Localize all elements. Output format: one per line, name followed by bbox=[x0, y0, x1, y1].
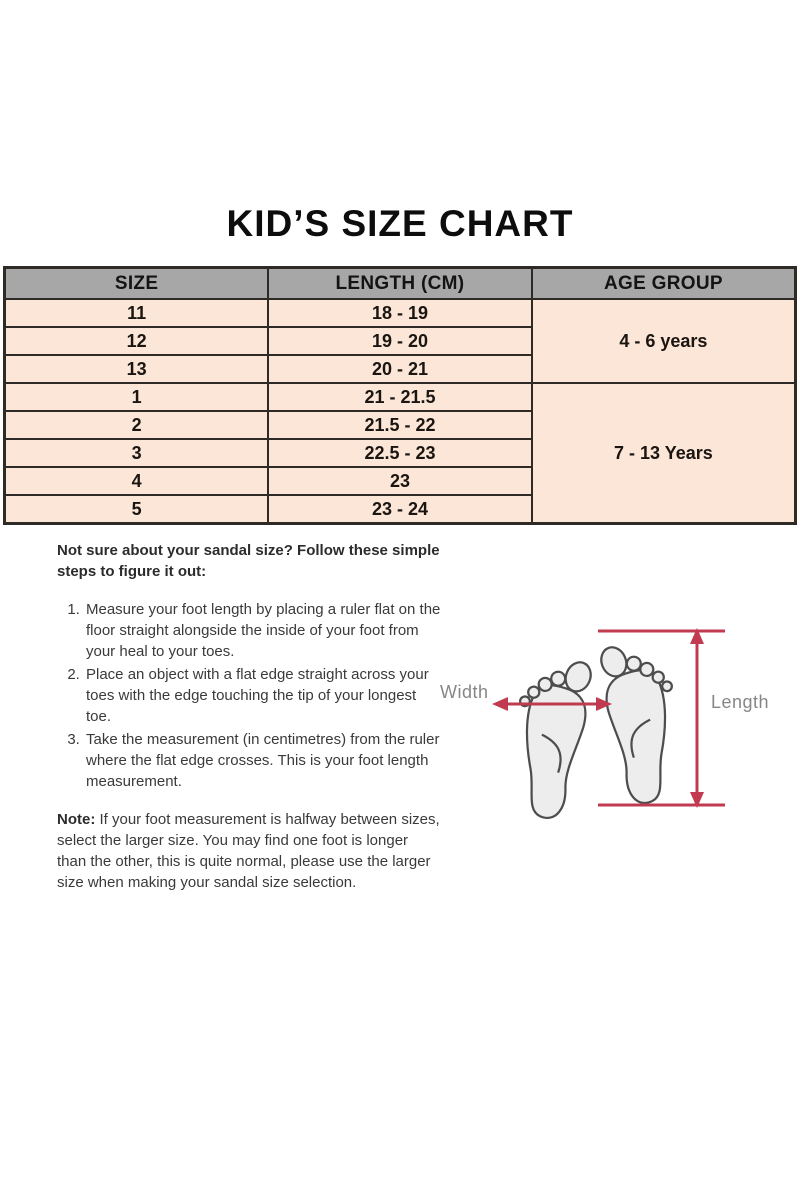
length-cell: 23 bbox=[268, 467, 532, 495]
size-cell: 13 bbox=[5, 355, 269, 383]
note-paragraph bbox=[57, 809, 441, 893]
table-row bbox=[5, 383, 796, 411]
length-cell: 23 - 24 bbox=[268, 495, 532, 524]
step-item: 2. Place an object with a flat edge straight across your toes with the edge touching the tip of your longest toe. bbox=[84, 664, 441, 727]
instructions-section bbox=[57, 540, 441, 893]
age-group-cell: 7 - 13 Years bbox=[532, 383, 796, 524]
size-table-head-row bbox=[5, 268, 796, 300]
length-cell: 22.5 - 23 bbox=[268, 439, 532, 467]
steps-list bbox=[57, 599, 441, 792]
size-cell: 3 bbox=[5, 439, 269, 467]
feet-illustration bbox=[430, 588, 800, 853]
page-title: KID’S SIZE CHART bbox=[226, 203, 574, 244]
size-cell: 12 bbox=[5, 327, 269, 355]
column-header-length-cm: LENGTH (CM) bbox=[268, 268, 532, 300]
column-header-age-group: AGE GROUP bbox=[532, 268, 796, 300]
size-cell: 5 bbox=[5, 495, 269, 524]
size-cell: 1 bbox=[5, 383, 269, 411]
foot-measurement-diagram bbox=[430, 588, 800, 853]
size-cell: 11 bbox=[5, 299, 269, 327]
size-cell: 2 bbox=[5, 411, 269, 439]
length-cell: 21 - 21.5 bbox=[268, 383, 532, 411]
note-label: Note: bbox=[57, 811, 96, 828]
length-cell: 21.5 - 22 bbox=[268, 411, 532, 439]
age-group-cell: 4 - 6 years bbox=[532, 299, 796, 383]
length-cell: 20 - 21 bbox=[268, 355, 532, 383]
size-cell: 4 bbox=[5, 467, 269, 495]
length-cell: 18 - 19 bbox=[268, 299, 532, 327]
left-foot-outline bbox=[505, 652, 596, 822]
size-table-head bbox=[5, 268, 796, 300]
step-item: 1. Measure your foot length by placing a ruler flat on the floor straight alongside the inside of your foot from your heal to your toes. bbox=[84, 599, 441, 662]
instructions-intro: Not sure about your sandal size? Follow these simple steps to figure it out: bbox=[57, 542, 440, 580]
step-item: 3. Take the measurement (in centimetres) from the ruler where the flat edge crosses. This is your foot length measurement. bbox=[84, 729, 441, 792]
size-table-body bbox=[5, 299, 796, 524]
length-label: Length bbox=[711, 692, 770, 712]
size-chart-table bbox=[3, 266, 797, 525]
table-row bbox=[5, 299, 796, 327]
right-foot-outline bbox=[596, 637, 687, 807]
width-label: Width bbox=[440, 682, 489, 702]
column-header-size: SIZE bbox=[5, 268, 269, 300]
note-text: If your foot measurement is halfway between sizes, select the larger size. You may find one foot is longer than the other, this is quite normal, please use the larger size when making your sandal size selection. bbox=[57, 811, 440, 891]
length-cell: 19 - 20 bbox=[268, 327, 532, 355]
